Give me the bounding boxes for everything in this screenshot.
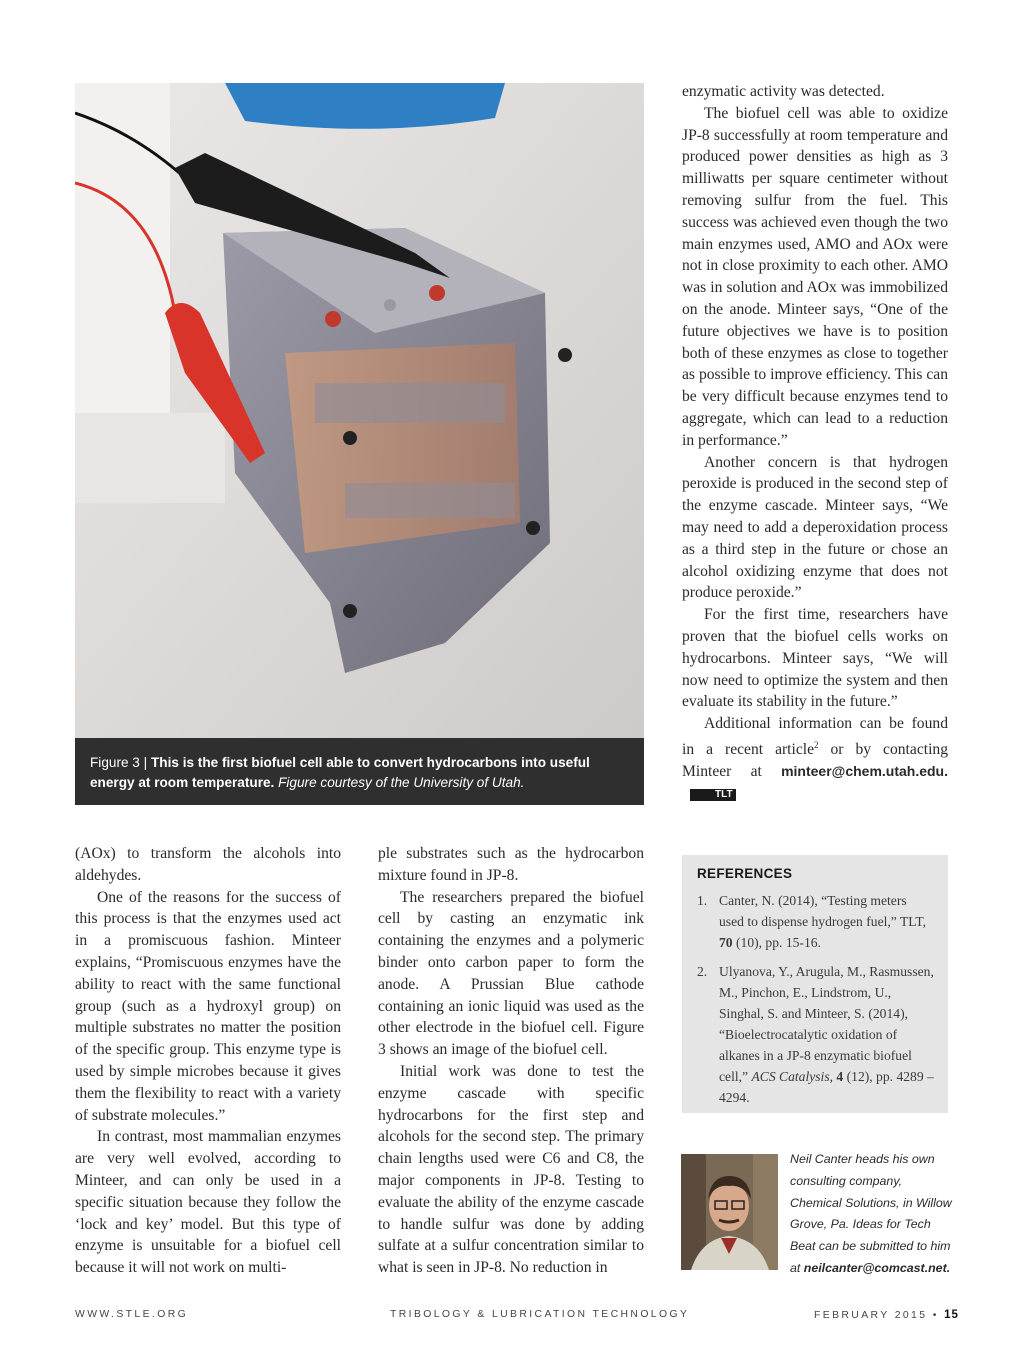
paragraph: enzymatic activity was detected.: [682, 83, 885, 100]
footer-website[interactable]: WWW.STLE.ORG: [75, 1309, 189, 1320]
figure-separator: |: [143, 755, 148, 770]
footnote-ref: 2: [814, 739, 819, 750]
footer-issue-page: [814, 1309, 959, 1321]
paragraph-text: Additional information can be found in a recent article: [682, 715, 948, 759]
left-column-text: [75, 843, 341, 1279]
author-photo: [681, 1154, 778, 1270]
reference-item: [697, 890, 934, 953]
footer-issue: FEBRUARY 2015: [814, 1310, 928, 1321]
paragraph: Another concern is that hydrogen peroxide is produced in the second step of the enzyme cascade. Minteer says, “We may need to add a deperoxidation process as a third step in the future or chose an alcohol oxidizing enzyme that does not produce peroxide.”: [682, 453, 948, 602]
reference-text: ,: [829, 1069, 837, 1084]
figure-caption: [75, 738, 644, 805]
author-portrait: [681, 1154, 778, 1270]
author-bio-text: Neil Canter heads his own consulting company, Chemical Solutions, in Willow Grove, Pa. Ideas for Tech Beat can be submitted to him at: [790, 1152, 952, 1275]
paragraph: The biofuel cell was able to oxidize JP-8 successfully at room temperature and produced power densities as high as 3 milliwatts per square centimeter without removing sulfur from the fuel. This success was achieved even though the two main enzymes used, AMO and AOx were not in close proximity to each other. AMO was in solution and AOx was immobilized on the anode. Minteer says, “One of the future objectives we have is to position both of these enzymes as close to together as possible to improve efficiency. This can be very difficult because enzymes tend to aggregate, which can lead to a reduction in performance.”: [682, 104, 948, 449]
paragraph: Initial work was done to test the enzyme cascade with specific hydrocarbons for the first step and alcohols for the second step. The primary chain lengths used were C6 and C8, the major components in JP-8. Testing to evaluate the ability of the enzyme cascade to handle sulfur was done by adding sulfate at a sulfur concentration similar to what is seen in JP-8. No reduction in: [378, 1062, 644, 1277]
biofuel-cell-photo: [75, 83, 644, 738]
reference-journal: ACS Catalysis: [751, 1069, 830, 1084]
reference-volume: 70: [719, 935, 733, 950]
footer-bullet: •: [932, 1310, 939, 1321]
page-number: 15: [944, 1309, 959, 1321]
middle-column-text: [378, 843, 644, 1279]
reference-text: Ulyanova, Y., Arugula, M., Rasmussen, M., Pinchon, E., Lindstrom, U., Singhal, S. and Minteer, S. (2014), “Bioelectrocatalytic oxidation of alkanes in a JP-8 enzymatic biofuel cell,”: [719, 964, 934, 1084]
paragraph-contact: [682, 713, 948, 804]
paragraph-text: or by contacting Minteer at: [682, 741, 948, 780]
author-email-link[interactable]: neilcanter@comcast.net.: [803, 1260, 951, 1275]
figure-label: Figure 3: [90, 755, 140, 770]
paragraph: For the first time, researchers have proven that the biofuel cells works on hydrocarbons. Minteer says, “We will now need to optimize the system and then evaluate its stability in the future.”: [682, 606, 948, 711]
footer-publication: TRIBOLOGY & LUBRICATION TECHNOLOGY: [390, 1309, 690, 1320]
tlt-end-mark: TLT: [690, 789, 736, 801]
contact-email-link[interactable]: minteer@chem.utah.edu.: [781, 762, 948, 779]
reference-text: (10), pp. 15-16.: [732, 935, 821, 950]
figure-caption-credit: Figure courtesy of the University of Utah.: [278, 775, 525, 790]
paragraph: The researchers prepared the biofuel cell by casting an enzymatic ink containing the enzymes and a polymeric binder onto carbon paper to form the anode. A Prussian Blue cathode containing an ionic liquid was used as the other electrode in the biofuel cell. Figure 3 shows an image of the biofuel cell.: [378, 888, 644, 1059]
references-box: [682, 855, 948, 1113]
references-list: [697, 890, 934, 1108]
reference-number: 2.: [697, 964, 708, 979]
author-bio: [790, 1149, 955, 1280]
paragraph: (AOx) to transform the alcohols into aldehydes.: [75, 845, 341, 884]
reference-text: (12), pp. 4289 – 4294.: [719, 1069, 934, 1105]
reference-number: 1.: [697, 893, 708, 908]
right-column-text: [682, 81, 948, 804]
reference-item: [697, 961, 934, 1108]
paragraph: ple substrates such as the hydrocarbon mixture found in JP-8.: [378, 845, 644, 884]
figure-caption-bold: This is the first biofuel cell able to convert hydrocarbons into useful energy at room temperature.: [90, 755, 590, 790]
paragraph: One of the reasons for the success of this process is that the enzymes used act in a promiscuous fashion. Minteer explains, “Promiscuous enzymes have the ability to react with the same functional group (such as a hydroxyl group) on multiple substrates no matter the position of the specific group. This enzyme type is used by simple microbes because it gives them the flexibility to react with a variety of substrate molecules.”: [75, 888, 341, 1124]
paragraph: In contrast, most mammalian enzymes are very well evolved, according to Minteer, and can only be used in a specific situation because they follow the ‘lock and key’ model. But this type of enzyme is unsuitable for a biofuel cell because it will not work on multi-: [75, 1128, 341, 1277]
reference-volume: 4: [836, 1069, 844, 1084]
biofuel-cell-illustration: [75, 83, 644, 738]
references-heading: REFERENCES: [697, 866, 793, 881]
reference-text: Canter, N. (2014), “Testing meters used to dispense hydrogen fuel,” TLT,: [719, 893, 927, 929]
